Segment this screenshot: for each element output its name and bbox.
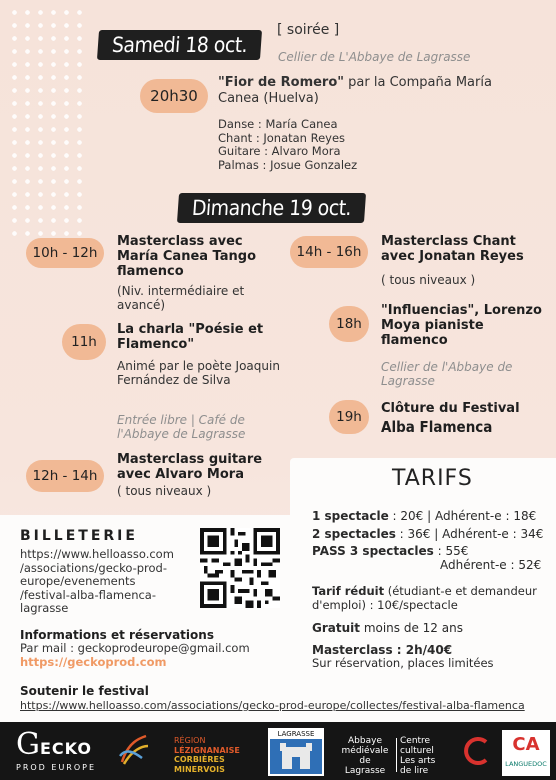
abbaye-logo: Abbaye médiévale de Lagrasse [341, 736, 389, 776]
artist-list [218, 118, 468, 172]
c-logo [462, 736, 492, 766]
tarif-1-spectacle: 1 spectacle : 20€ | Adhérent-e : 18€ [312, 509, 537, 523]
tarif-gratuit: Gratuit moins de 12 ans [312, 621, 463, 635]
sunday-banner: Dimanche 19 oct. [177, 193, 366, 223]
show-company: par la Compaña María Canea (Huelva) [218, 75, 492, 106]
charla-detail: Animé par le poète Joaquin Fernández de Silva [117, 359, 280, 387]
informations-heading: Informations et réservations [20, 628, 214, 642]
soutenir-heading: Soutenir le festival [20, 684, 149, 698]
influencias-venue: Cellier de l'Abbaye de Lagrasse [381, 360, 513, 388]
masterclass-maria-title: Masterclass avec María Canea Tango flamenco [117, 234, 257, 279]
tarif-reduit: Tarif réduit (étudiant-e et demandeur d'emploi) : 10€/spectacle [312, 584, 537, 612]
tarif-2-spectacles: 2 spectacles : 36€ | Adhérent-e : 34€ [312, 527, 544, 541]
billeterie-heading: BILLETERIE [20, 528, 138, 544]
time-pill-14h-16h: 14h - 16h [290, 236, 368, 268]
tarifs-heading: TARIFS [392, 466, 473, 491]
charla-note: Entrée libre | Café de l'Abbaye de Lagrasse [117, 413, 246, 441]
saturday-venue: Cellier de L'Abbaye de Lagrasse [278, 50, 471, 64]
lagrasse-crest: LAGRASSE [268, 728, 324, 776]
masterclass-maria-level: (Niv. intermédiaire et avancé) [117, 284, 245, 312]
soiree-tag: [ soirée ] [277, 22, 340, 38]
masterclass-chant-title: Masterclass Chant avec Jonatan Reyes [381, 234, 524, 264]
artist-guitare: Guitare : Alvaro Mora [218, 144, 341, 158]
qr-code [200, 528, 280, 608]
cloture-title: Clôture du Festival [381, 401, 520, 416]
charla-title: La charla "Poésie et Flamenco" [117, 322, 264, 352]
partners-footer [0, 722, 556, 780]
contact-email[interactable]: Par mail : geckoprodeurope@gmail.com [20, 641, 250, 655]
credit-agricole-logo: CA LANGUEDOC [502, 730, 550, 776]
artist-danse: Danse : María Canea [218, 117, 338, 131]
tarif-masterclass: Masterclass : 2h/40€ [312, 643, 453, 657]
logo-divider [396, 738, 397, 772]
cloture-festival-name: Alba Flamenca [381, 418, 493, 436]
time-pill-18h: 18h [329, 306, 369, 342]
artist-palmas: Palmas : Josue Gonzalez [218, 157, 358, 172]
masterclass-guitare-level: ( tous niveaux ) [117, 484, 212, 498]
website-link[interactable]: https://geckoprod.com [20, 655, 167, 669]
region-text-logo: RÉGION LÉZIGNANAISE CORBIÈRES MINERVOIS [174, 736, 240, 774]
saturday-banner: Samedi 18 oct. [97, 30, 262, 60]
tarif-pass-3: PASS 3 spectacles : 55€ [312, 544, 469, 558]
tarif-pass-3-adherent: Adhérent-e : 52€ [440, 558, 542, 572]
time-pill-12h-14h: 12h - 14h [26, 460, 104, 492]
influencias-title: "Influencias", Lorenzo Moya pianiste flamenco [381, 303, 542, 348]
time-pill-10h-12h: 10h - 12h [26, 238, 104, 268]
time-pill-19h: 19h [329, 400, 369, 434]
time-pill-11h: 11h [62, 324, 106, 360]
billeterie-url[interactable]: https://www.helloasso.com /associations/gecko-prod- europe/evenements /festival-alba-flamenca- lagrasse [20, 547, 174, 615]
gecko-logo: GECKO PROD EUROPE [16, 727, 97, 772]
show-title: "Fior de Romero" [218, 75, 345, 90]
dot-pattern-decoration [8, 6, 88, 236]
centre-culturel-logo: Centre culturel Les arts de lire [400, 736, 436, 776]
tarif-masterclass-note: Sur réservation, places limitées [312, 656, 494, 670]
soutenir-link[interactable]: https://www.helloasso.com/associations/gecko-prod-europe/collectes/festival-alba-flamenca [20, 699, 525, 712]
artist-chant: Chant : Jonatan Reyes [218, 130, 346, 145]
time-pill-20h30: 20h30 [140, 79, 208, 113]
masterclass-guitare-title: Masterclass guitare avec Alvaro Mora [117, 452, 263, 482]
saturday-show [218, 75, 528, 107]
region-swirl-logo [118, 732, 150, 766]
masterclass-chant-level: ( tous niveaux ) [381, 273, 476, 287]
